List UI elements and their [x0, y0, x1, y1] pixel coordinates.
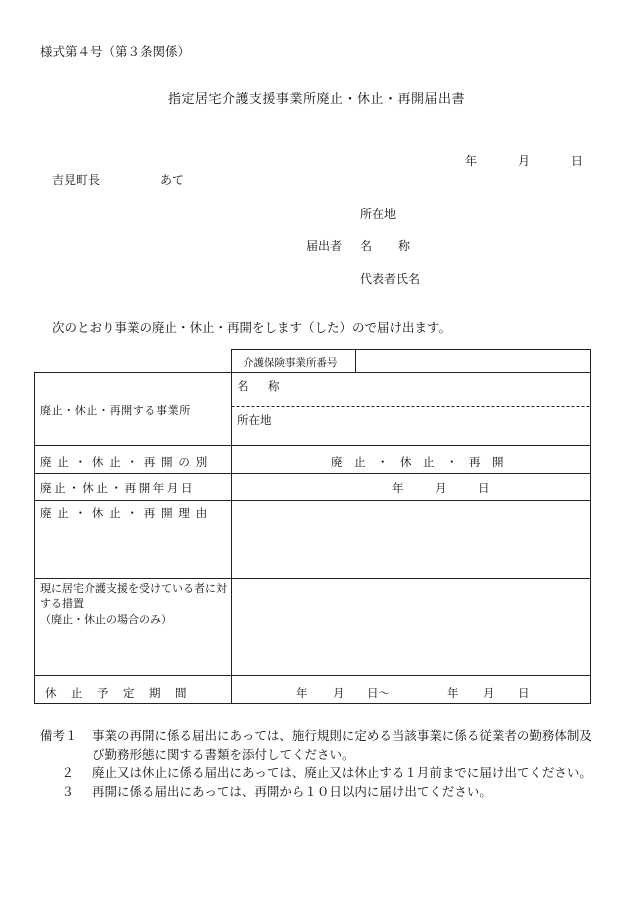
addressee-name: 吉見町長	[52, 173, 101, 187]
measures-note: （廃止・休止の場合のみ）	[40, 613, 172, 626]
main-table-border	[35, 373, 591, 704]
notes-section	[40, 727, 600, 801]
note-item	[40, 764, 600, 783]
change-date-year: 年	[392, 481, 404, 495]
notes-label: 備考１	[40, 728, 78, 743]
note-item	[40, 783, 600, 802]
measures-label: 現に居宅介護支援を受けている者に対する措置	[40, 582, 227, 610]
note-text: 事業の再開に係る届出にあっては、施行規則に定める当該事業に係る従業者の勤務体制及び勤務形態に関する書類を添付してください。	[92, 728, 592, 762]
reason-label: 廃止・休止・再開理由	[40, 506, 213, 520]
note-number: ３	[61, 783, 74, 799]
form-number: 様式第４号（第３条関係）	[40, 44, 191, 59]
period-from-year: 年	[296, 686, 308, 700]
period-from-month: 月	[333, 686, 345, 700]
office-name-label: 名 称	[237, 379, 284, 393]
submitter-address-label: 所在地	[360, 207, 397, 221]
note-item	[40, 727, 600, 764]
date-day-label: 日	[571, 154, 584, 168]
type-options: 廃 止 ・ 休 止 ・ 再 開	[331, 455, 504, 469]
period-from-day: 日～	[367, 686, 390, 700]
intro-sentence: 次のとおり事業の廃止・休止・再開をします（した）ので届け出ます。	[52, 320, 452, 335]
change-date-day: 日	[478, 481, 490, 495]
date-year-label: 年	[465, 154, 478, 168]
document-title: 指定居宅介護支援事業所廃止・休止・再開届出書	[168, 92, 466, 107]
addressee-honorific: あて	[160, 173, 185, 187]
date-month-label: 月	[518, 154, 531, 168]
note-text: 再開に係る届出にあっては、再開から１０日以内に届け出てください。	[92, 783, 492, 799]
period-to-day: 日	[518, 686, 530, 700]
change-date-month: 月	[435, 481, 447, 495]
period-to-month: 月	[483, 686, 495, 700]
note-text: 廃止又は休止に係る届出にあっては、廃止又は休止する１月前までに届け出てください。	[92, 765, 592, 780]
office-address-label: 所在地	[237, 413, 272, 427]
date-label: 廃止・休止・再開年月日	[40, 481, 196, 495]
submitter-name-label: 名 称	[360, 239, 418, 253]
office-label: 廃止・休止・再開する事業所	[40, 404, 191, 417]
period-to-year: 年	[447, 686, 459, 700]
provider-number-label: 介護保険事業所番号	[243, 357, 338, 369]
period-label: 休止予定期間	[45, 686, 201, 700]
note-number: ２	[61, 765, 74, 780]
submitter-role-label: 届出者	[306, 239, 343, 253]
submitter-representative-label: 代表者氏名	[360, 272, 421, 286]
type-label: 廃止・休止・再開の別	[40, 455, 213, 469]
